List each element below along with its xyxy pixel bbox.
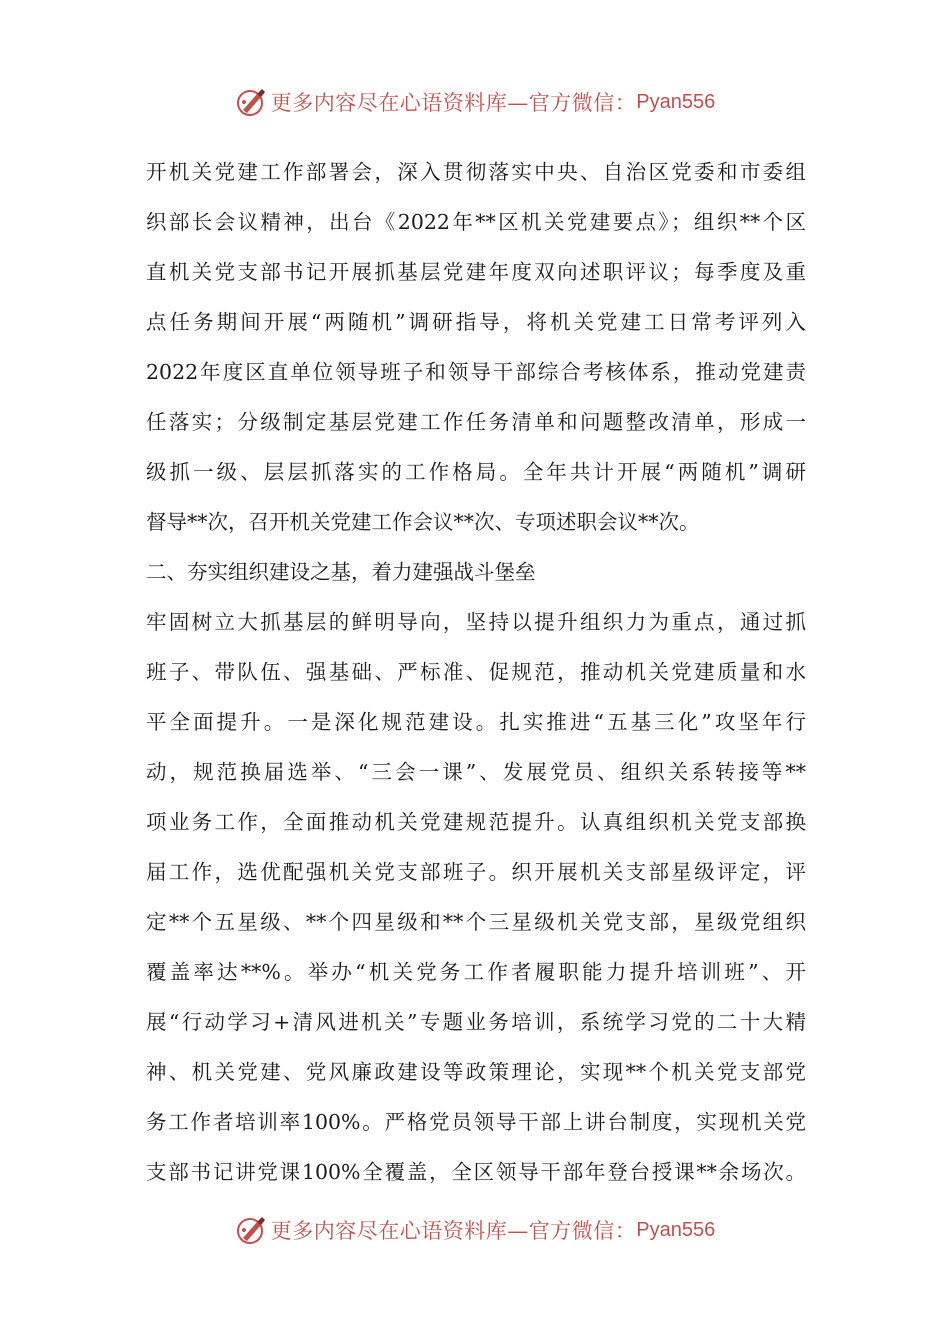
body-line: 牢固树立大抓基层的鲜明导向，坚持以提升组织力为重点，通过抓	[146, 610, 806, 634]
body-line: 动，规范换届选举、“三会一课”、发展党员、组织关系转接等**	[146, 760, 806, 784]
body-line: 直机关党支部书记开展抓基层党建年度双向述职评议；每季度及重	[146, 260, 806, 284]
body-line: 平全面提升。一是深化规范建设。扎实推进“五基三化”攻坚年行	[146, 710, 806, 734]
body-line: 展“行动学习+清风进机关”专题业务培训，系统学习党的二十大精	[146, 1010, 806, 1034]
body-line: 开机关党建工作部署会，深入贯彻落实中央、自治区党委和市委组	[146, 160, 806, 184]
body-line: 务工作者培训率100%。严格党员领导干部上讲台制度，实现机关党	[146, 1110, 806, 1134]
body-line: 点任务期间开展“两随机”调研指导，将机关党建工日常考评列入	[146, 310, 806, 334]
footer-watermark-text: 更多内容尽在心语资料库—官方微信：	[270, 1219, 637, 1243]
pen-nib-logo-icon	[235, 86, 267, 118]
footer-watermark	[0, 1210, 950, 1250]
body-line: 项业务工作，全面推动机关党建规范提升。认真组织机关党支部换	[146, 810, 806, 834]
header-watermark	[0, 82, 950, 122]
pen-nib-logo-icon	[235, 1214, 267, 1246]
body-line: 届工作，选优配强机关党支部班子。织开展机关支部星级评定，评	[146, 860, 806, 884]
footer-wechat-id: Pyan556	[636, 1218, 716, 1241]
body-line: 支部书记讲党课100%全覆盖，全区领导干部年登台授课**余场次。	[146, 1160, 806, 1184]
body-line: 覆盖率达**%。举办“机关党务工作者履职能力提升培训班”、开	[146, 960, 806, 984]
body-line: 织部长会议精神，出台《2022年**区机关党建要点》；组织**个区	[146, 210, 806, 234]
body-line: 班子、带队伍、强基础、严标准、促规范，推动机关党建质量和水	[146, 660, 806, 684]
section-heading: 二、夯实组织建设之基，着力建强战斗堡垒	[146, 560, 536, 584]
document-body	[146, 147, 806, 1197]
body-line: 任落实；分级制定基层党建工作任务清单和问题整改清单，形成一	[146, 410, 806, 434]
body-line: 定**个五星级、**个四星级和**个三星级机关党支部，星级党组织	[146, 910, 806, 934]
body-line: 督导**次，召开机关党建工作会议**次、专项述职会议**次。	[146, 510, 700, 534]
body-line: 2022年度区直单位领导班子和领导干部综合考核体系，推动党建责	[146, 360, 806, 384]
header-wechat-id: Pyan556	[636, 90, 716, 113]
body-line: 神、机关党建、党风廉政建设等政策理论，实现**个机关党支部党	[146, 1060, 806, 1084]
header-watermark-text: 更多内容尽在心语资料库—官方微信：	[270, 91, 637, 115]
body-line: 级抓一级、层层抓落实的工作格局。全年共计开展“两随机”调研	[146, 460, 806, 484]
